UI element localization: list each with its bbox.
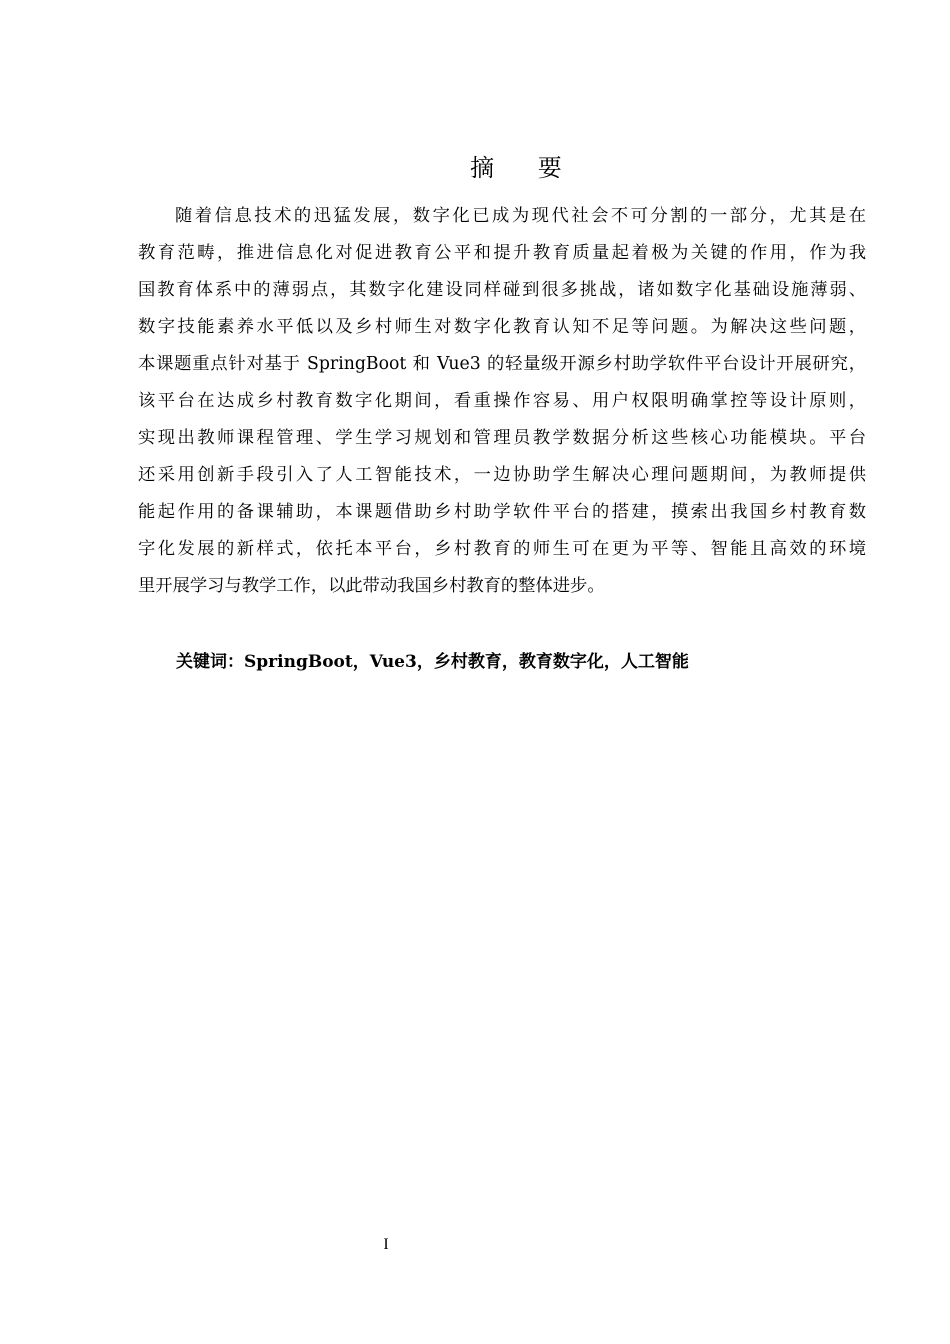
- abstract-line: 实现出教师课程管理、学生学习规划和管理员教学数据分析这些核心功能模块。平台: [138, 428, 866, 448]
- abstract-body: [138, 198, 866, 605]
- abstract-line: 本课题重点针对基于 SpringBoot 和 Vue3 的轻量级开源乡村助学软件平台设计开展研究，: [138, 354, 866, 374]
- keywords-label: 关键词：: [176, 652, 244, 672]
- abstract-line: 字化发展的新样式，依托本平台，乡村教育的师生可在更为平等、智能且高效的环境: [138, 539, 866, 559]
- abstract-line: 教育范畴，推进信息化对促进教育公平和提升教育质量起着极为关键的作用，作为我: [138, 243, 866, 263]
- abstract-line: 国教育体系中的薄弱点，其数字化建设同样碰到很多挑战，诸如数字化基础设施薄弱、: [138, 280, 866, 300]
- keywords-value: SpringBoot，Vue3，乡村教育，教育数字化，人工智能: [244, 652, 689, 672]
- page-number: I: [383, 1236, 389, 1253]
- abstract-line: 能起作用的备课辅助，本课题借助乡村助学软件平台的搭建，摸索出我国乡村教育数: [138, 502, 866, 522]
- keywords-line: [176, 647, 689, 672]
- abstract-line: 该平台在达成乡村教育数字化期间，看重操作容易、用户权限明确掌控等设计原则，: [138, 391, 866, 411]
- abstract-line: 数字技能素养水平低以及乡村师生对数字化教育认知不足等问题。为解决这些问题，: [138, 317, 866, 337]
- abstract-line: 里开展学习与教学工作，以此带动我国乡村教育的整体进步。: [138, 576, 605, 596]
- abstract-line: 随着信息技术的迅猛发展，数字化已成为现代社会不可分割的一部分，尤其是在: [175, 206, 866, 226]
- abstract-line: 还采用创新手段引入了人工智能技术，一边协助学生解决心理问题期间，为教师提供: [138, 465, 866, 485]
- abstract-heading: 摘 要: [470, 154, 580, 182]
